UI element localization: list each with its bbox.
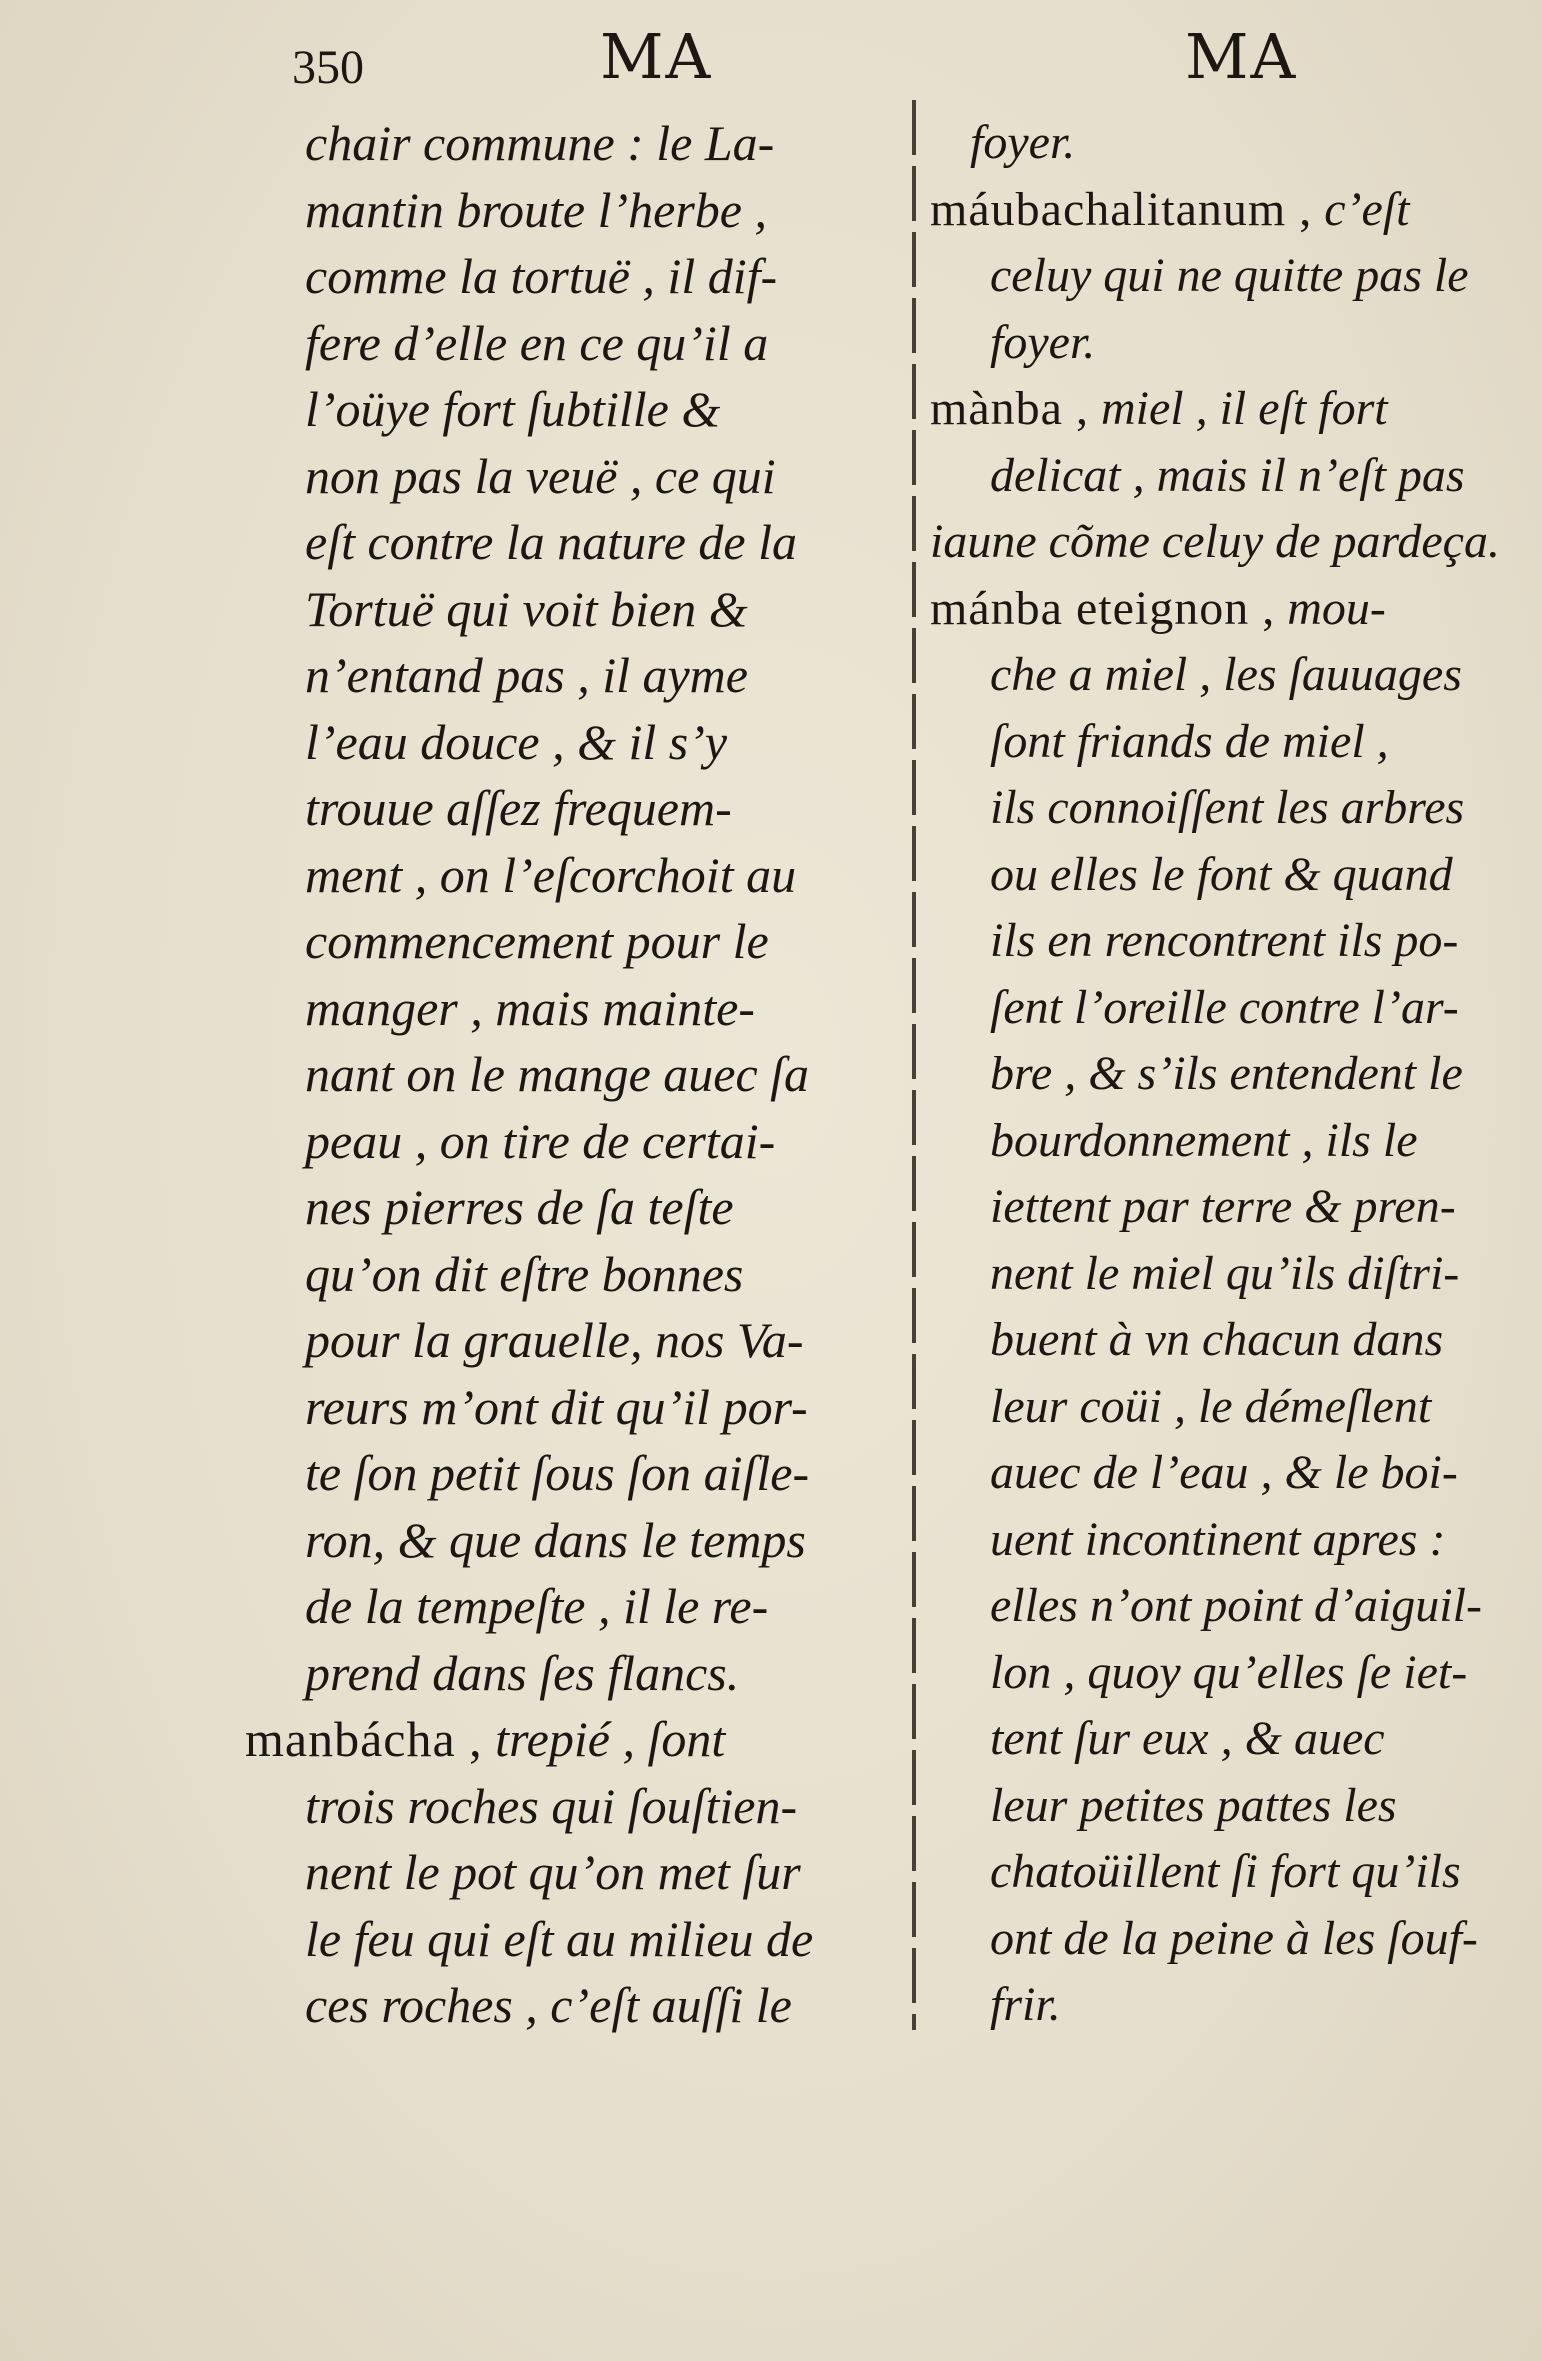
text-line: ces roches , c’eſt auſſi le [305,1977,792,2033]
gloss: c’eſt [1324,182,1410,236]
text-line: iettent par terre & pren- [990,1180,1456,1233]
text-line: bre , & s’ils entendent le [990,1047,1463,1100]
text-line: l’oüye fort ſubtille & [305,381,721,437]
text-line: leur coüi , le démeſlent [990,1379,1432,1433]
entry-headword-line [930,376,1520,443]
column-divider [912,100,916,2030]
text-line: chatoüillent ſi fort qu’ils [990,1845,1461,1898]
text-line: mantin broute l’herbe , [305,181,767,238]
text-line: ſent l’oreille contre l’ar- [990,980,1459,1034]
text-line: fere d’elle en ce qu’il a [305,314,769,371]
headword: manbácha , [245,1711,483,1767]
text-line: commencement pour le [305,913,769,969]
text-line: ou elles le font & quand [990,847,1453,901]
text-line: n’entand pas , il ayme [305,647,748,703]
text-line: tent ſur eux , & auec [990,1712,1385,1765]
gloss: mou- [1287,581,1386,635]
text-line: te ſon petit ſous ſon aiſle- [305,1445,810,1501]
text-line: che a miel , les ſauuages [990,648,1462,701]
text-line: l’eau douce , & il s’y [305,713,728,770]
text-line: chair commune : le La- [305,115,775,171]
text-line: leur petites pattes les [990,1778,1397,1832]
headword: mànba , [930,382,1089,435]
text-line: le feu qui eſt au milieu de [305,1910,814,1967]
text-line: ont de la peine à les ſouf- [990,1911,1478,1965]
text-line: foyer. [970,116,1076,169]
running-head-left: MA [600,20,713,93]
right-column [930,110,1520,2039]
text-line: pour la grauelle, nos Va- [305,1312,804,1368]
text-line: trouue aſſez frequem- [305,780,732,836]
text-line: peau , on tire de certai- [305,1112,776,1169]
text-line: buent à vn chacun dans [990,1313,1444,1366]
text-line: qu’on dit eſtre bonnes [305,1245,744,1302]
text-line: iaune cõme celuy de pardeça. [930,515,1500,568]
text-line: de la tempeſte , il le re- [305,1578,769,1634]
text-line: foyer. [990,315,1096,369]
entry-headword-line [930,177,1520,244]
text-line: ſont friands de miel , [990,714,1389,768]
text-line: reurs m’ont dit qu’il por- [305,1378,808,1435]
running-head-right: MA [1185,20,1298,93]
text-line: ils en rencontrent ils po- [990,914,1459,967]
text-line: Tortuë qui voit bien & [305,580,748,637]
text-line: ment , on l’eſcorchoit au [305,846,797,903]
entry-headword-line [245,1706,905,1773]
left-column [245,110,905,2039]
text-line: ils connoiſſent les arbres [990,781,1465,834]
headword: mánba eteignon , [930,581,1276,635]
text-line: lon , quoy qu’elles ſe iet- [990,1645,1468,1699]
text-line: manger , mais mainte- [305,979,755,1036]
gloss: miel , il eſt fort [1100,382,1388,435]
gloss: trepié , ſont [495,1711,726,1767]
text-line: trois roches qui ſouſtien- [305,1777,798,1834]
page-number: 350 [292,41,364,94]
text-line: nes pierres de ſa teſte [305,1179,734,1235]
text-line: frir. [990,1978,1061,2031]
headword: máubachalitanum , [930,182,1313,236]
text-line: nant on le mange auec ſa [305,1046,810,1102]
text-line: celuy qui ne quitte pas le [990,249,1469,302]
text-line: prend dans ſes flancs. [305,1644,740,1701]
text-line: auec de l’eau , & le boi- [990,1446,1458,1499]
text-line: non pas la veuë , ce qui [305,447,776,504]
text-line: uent incontinent apres : [990,1512,1446,1566]
entry-headword-line [930,576,1520,643]
text-line: ron, & que dans le temps [305,1511,806,1568]
text-line: elles n’ont point d’aiguil- [990,1579,1482,1632]
text-line: comme la tortuë , il dif- [305,248,778,304]
text-line: delicat , mais il n’eſt pas [990,448,1465,502]
text-line: bourdonnement , ils le [990,1113,1418,1167]
text-line: nent le pot qu’on met ſur [305,1844,801,1900]
text-line: eſt contre la nature de la [305,514,798,570]
text-line: nent le miel qu’ils diſtri- [990,1246,1460,1300]
